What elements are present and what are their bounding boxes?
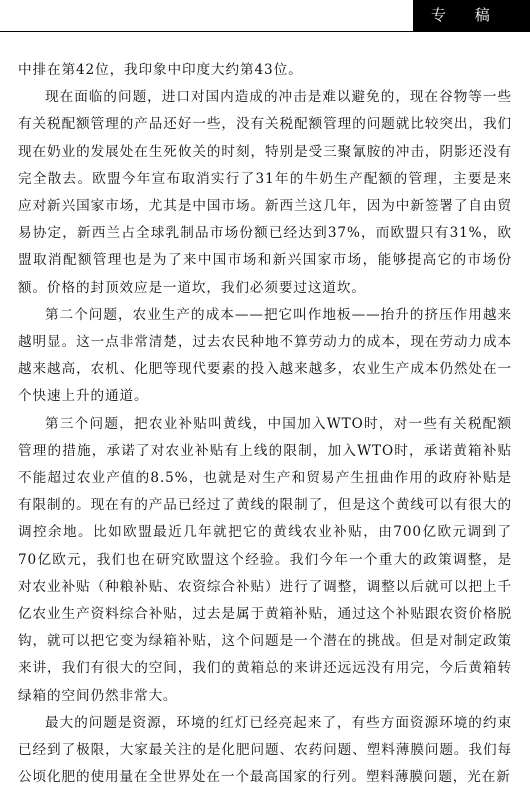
paragraph-2: 现在面临的问题，进口对国内造成的冲击是难以避免的，现在谷物等一些有关税配额管理的产品还好一些，没有关税配额管理的问题就比较突出，我们现在奶业的发展处在生死攸关的时刻，特别是受三聚氰胺的冲击，阴影还没有完全散去。欧盟今年宣布取消实行了31年的牛奶生产配额的管理，主要是来应对新兴国家市场，尤其是中国市场。新西兰这几年，因为中新签署了自由贸易协定，新西兰占全球乳制品市场份额已经达到37%，而欧盟只有31%，欧盟取消配额管理也是为了来中国市场和新兴国家市场，能够提高它的市场份额。价格的封顶效应是一道坎，我们必须要过这道坎。 [18,89,512,296]
paragraph-5: 最大的问题是资源，环境的红灯已经亮起来了，有些方面资源环境的约束已经到了极限，大家最关注的是化肥问题、农药问题、塑料薄膜问题。我们每公顷化肥的使用量在全世界处在一个最高国家的行列。塑料薄膜问题，光在新 [18,714,512,786]
header-tab [413,0,530,31]
header-rule [0,31,530,32]
paragraph-1: 中排在第42位，我印象中印度大约第43位。 [18,62,303,78]
article-body [18,57,512,791]
paragraph-3: 第二个问题，农业生产的成本——把它叫作地板——抬升的挤压作用越来越明显。这一点非常清楚，过去农民种地不算劳动力的成本，现在劳动力成本越来越高，农机、化肥等现代要素的投入越来越多，农业生产成本仍然处在一个快速上升的通道。 [18,306,512,405]
section-label: 专 稿 [431,6,502,24]
paragraph-4: 第三个问题，把农业补贴叫黄线，中国加入WTO时，对一些有关税配额管理的措施，承诺了对农业补贴有上线的限制，加入WTO时，承诺黄箱补贴不能超过农业产值的8.5%，也就是对生产和贸易产生扭曲作用的政府补贴是有限制的。现在有的产品已经过了黄线的限制了，但是这个黄线可以有很大的调控余地。比如欧盟最近几年就把它的黄线农业补贴，由700亿欧元调到了70亿欧元，我们也在研究欧盟这个经验。我们今年一个重大的政策调整，是对农业补贴（种粮补贴、农资综合补贴）进行了调整，调整以后就可以把上千亿农业生产资料综合补贴，过去是属于黄箱补贴，通过这个补贴跟农资价格脱钩，就可以把它变为绿箱补贴，这个问题是一个潜在的挑战。但是对制定政策来讲，我们有很大的空间，我们的黄箱总的来讲还远远没有用完，今后黄箱转绿箱的空间仍然非常大。 [18,415,512,704]
